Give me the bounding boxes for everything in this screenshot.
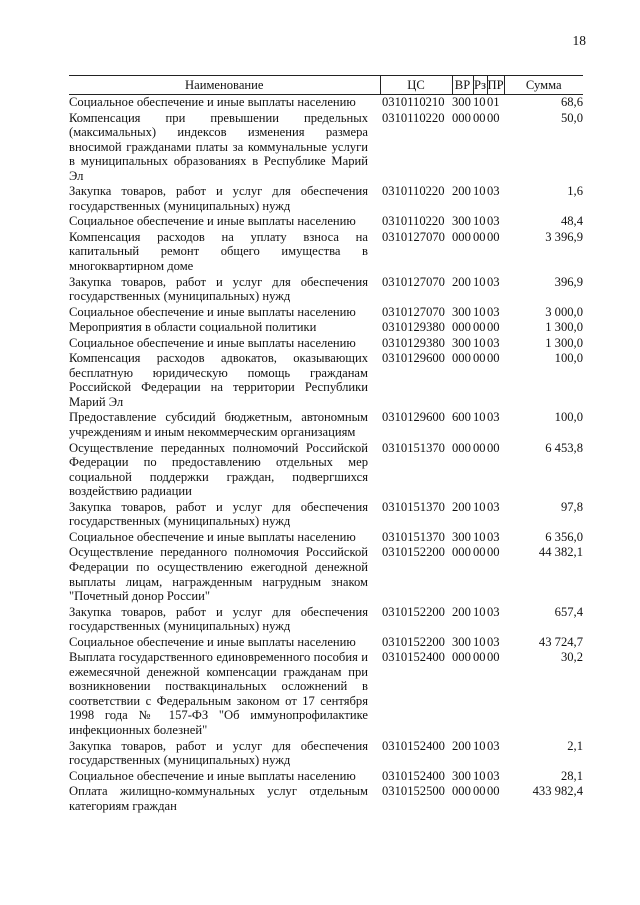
cell-rz: 10 xyxy=(473,499,486,514)
cell-name: Оплата жилищно-коммунальных услуг отдельным категориям граждан xyxy=(69,784,368,813)
cell-vr: 300 xyxy=(452,529,471,544)
cell-rz: 10 xyxy=(473,95,486,109)
cell-cs: 0310129600 xyxy=(382,351,445,366)
cell-sum: 3 396,9 xyxy=(545,229,583,244)
cell-rz: 00 xyxy=(473,110,486,125)
cell-sum: 68,6 xyxy=(560,95,583,109)
cell-cs: 0310151370 xyxy=(382,529,445,544)
cell-sum: 396,9 xyxy=(554,274,583,289)
table-row xyxy=(69,95,583,111)
cell-name: Компенсация расходов адвокатов, оказывающих бесплатную юридическую помощь гражданам Российской Федерации на территории Республики Марий Эл xyxy=(69,351,368,409)
cell-cs: 0310110210 xyxy=(382,95,445,109)
table-row xyxy=(69,530,583,546)
cell-name: Социальное обеспечение и иные выплаты населению xyxy=(69,634,356,649)
table-row xyxy=(69,214,583,230)
table-row xyxy=(69,650,583,738)
cell-name: Закупка товаров, работ и услуг для обеспечения государственных (муниципальных) нужд xyxy=(69,274,368,304)
table-row xyxy=(69,351,583,410)
cell-vr: 300 xyxy=(452,768,471,783)
cell-name: Закупка товаров, работ и услуг для обеспечения государственных (муниципальных) нужд xyxy=(69,604,368,634)
cell-rz: 10 xyxy=(473,768,486,783)
cell-pr: 03 xyxy=(487,634,500,649)
cell-name: Предоставление субсидий бюджетным, автономным учреждениям и иным некоммерческим организациям xyxy=(69,410,368,440)
header-sum: Сумма xyxy=(504,76,583,95)
table-row xyxy=(69,305,583,321)
cell-rz: 10 xyxy=(473,214,486,229)
cell-sum: 6 453,8 xyxy=(545,440,583,455)
table-row xyxy=(69,275,583,305)
cell-pr: 01 xyxy=(487,95,500,109)
cell-rz: 10 xyxy=(473,634,486,649)
table-body xyxy=(69,95,583,815)
budget-table xyxy=(69,75,583,814)
cell-rz: 00 xyxy=(473,650,486,665)
cell-cs: 0310129380 xyxy=(382,320,445,335)
cell-vr: 000 xyxy=(452,784,471,799)
cell-pr: 00 xyxy=(487,440,500,455)
cell-vr: 300 xyxy=(452,634,471,649)
cell-vr: 200 xyxy=(452,738,471,753)
cell-sum: 28,1 xyxy=(560,768,583,783)
cell-sum: 2,1 xyxy=(567,738,583,753)
cell-rz: 00 xyxy=(473,229,486,244)
cell-name: Социальное обеспечение и иные выплаты населению xyxy=(69,335,356,350)
table-row xyxy=(69,184,583,214)
cell-rz: 00 xyxy=(473,320,486,335)
cell-sum: 50,0 xyxy=(560,110,583,125)
cell-rz: 10 xyxy=(473,304,486,319)
cell-cs: 0310152400 xyxy=(382,650,445,665)
cell-cs: 0310110220 xyxy=(382,110,445,125)
cell-cs: 0310152400 xyxy=(382,738,445,753)
cell-sum: 100,0 xyxy=(554,410,583,425)
table-header xyxy=(69,76,583,95)
cell-cs: 0310152200 xyxy=(382,604,445,619)
cell-name: Социальное обеспечение и иные выплаты населению xyxy=(69,214,356,229)
cell-pr: 03 xyxy=(487,335,500,350)
cell-pr: 03 xyxy=(487,410,500,425)
cell-cs: 0310152200 xyxy=(382,545,445,560)
cell-pr: 03 xyxy=(487,304,500,319)
cell-cs: 0310127070 xyxy=(382,304,445,319)
table-row xyxy=(69,441,583,500)
table-row xyxy=(69,545,583,604)
table-row xyxy=(69,320,583,336)
header-name: Наименование xyxy=(69,76,380,95)
cell-cs: 0310129380 xyxy=(382,335,445,350)
table-row xyxy=(69,739,583,769)
cell-pr: 03 xyxy=(487,274,500,289)
cell-sum: 3 000,0 xyxy=(545,304,583,319)
cell-cs: 0310110220 xyxy=(382,214,445,229)
cell-pr: 03 xyxy=(487,214,500,229)
header-cs: ЦС xyxy=(380,76,452,95)
cell-sum: 433 982,4 xyxy=(532,784,583,799)
cell-vr: 300 xyxy=(452,95,471,109)
cell-name: Социальное обеспечение и иные выплаты населению xyxy=(69,768,356,783)
cell-sum: 657,4 xyxy=(554,604,583,619)
cell-pr: 00 xyxy=(487,545,500,560)
cell-pr: 00 xyxy=(487,110,500,125)
table-row xyxy=(69,230,583,275)
page-number: 18 xyxy=(572,33,586,48)
cell-cs: 0310151370 xyxy=(382,499,445,514)
cell-name: Компенсация расходов на уплату взноса на капитальный ремонт общего имущества в многоквартирном доме xyxy=(69,229,368,274)
cell-name: Мероприятия в области социальной политики xyxy=(69,320,317,335)
cell-cs: 0310152400 xyxy=(382,768,445,783)
cell-pr: 03 xyxy=(487,184,500,199)
cell-rz: 10 xyxy=(473,738,486,753)
table-row xyxy=(69,336,583,352)
cell-vr: 000 xyxy=(452,440,471,455)
cell-sum: 43 724,7 xyxy=(538,634,583,649)
cell-cs: 0310152500 xyxy=(382,784,445,799)
cell-sum: 44 382,1 xyxy=(538,545,583,560)
cell-cs: 0310110220 xyxy=(382,184,445,199)
table-row xyxy=(69,635,583,651)
cell-name: Социальное обеспечение и иные выплаты населению xyxy=(69,529,356,544)
cell-vr: 000 xyxy=(452,320,471,335)
header-rz: Рз xyxy=(473,76,487,95)
cell-pr: 03 xyxy=(487,604,500,619)
cell-name: Социальное обеспечение и иные выплаты населению xyxy=(69,304,356,319)
cell-pr: 03 xyxy=(487,499,500,514)
cell-rz: 00 xyxy=(473,545,486,560)
cell-name: Осуществление переданных полномочий Российской Федерации по предоставлению отдельных мер социальной поддержки граждан, подвергшихся воздействию радиации xyxy=(69,440,368,499)
cell-name: Осуществление переданного полномочия Российской Федерации по осуществлению ежегодной денежной выплаты лицам, награжденным нагрудным знаком "Почетный донор России" xyxy=(69,545,368,604)
cell-name: Компенсация при превышении предельных (максимальных) индексов изменения размера вносимой гражданами платы за коммунальные услуги в муниципальных образованиях в Республике Марий Эл xyxy=(69,110,368,183)
table-row xyxy=(69,784,583,814)
cell-cs: 0310127070 xyxy=(382,229,445,244)
cell-cs: 0310151370 xyxy=(382,440,445,455)
cell-vr: 000 xyxy=(452,229,471,244)
table-row xyxy=(69,500,583,530)
cell-sum: 6 356,0 xyxy=(545,529,583,544)
table-row xyxy=(69,111,583,185)
header-vr: ВР xyxy=(452,76,473,95)
cell-sum: 1 300,0 xyxy=(545,320,583,335)
header-pr: ПР xyxy=(487,76,504,95)
cell-pr: 00 xyxy=(487,650,500,665)
cell-pr: 00 xyxy=(487,320,500,335)
cell-rz: 00 xyxy=(473,440,486,455)
cell-pr: 00 xyxy=(487,351,500,366)
cell-cs: 0310129600 xyxy=(382,410,445,425)
cell-vr: 200 xyxy=(452,274,471,289)
cell-vr: 000 xyxy=(452,110,471,125)
cell-pr: 03 xyxy=(487,768,500,783)
cell-sum: 97,8 xyxy=(560,499,583,514)
cell-pr: 00 xyxy=(487,784,500,799)
cell-rz: 10 xyxy=(473,410,486,425)
cell-vr: 600 xyxy=(452,410,471,425)
cell-sum: 100,0 xyxy=(554,351,583,366)
cell-name: Закупка товаров, работ и услуг для обеспечения государственных (муниципальных) нужд xyxy=(69,738,368,768)
cell-name: Закупка товаров, работ и услуг для обеспечения государственных (муниципальных) нужд xyxy=(69,184,368,213)
cell-sum: 1 300,0 xyxy=(545,335,583,350)
cell-rz: 10 xyxy=(473,604,486,619)
cell-vr: 200 xyxy=(452,499,471,514)
cell-rz: 00 xyxy=(473,351,486,366)
cell-name: Выплата государственного единовременного пособия и ежемесячной денежной компенсации гражданам при возникновении поствакцинальных осложнений в соответствии с Федеральным законом от 17 сентября 1998 года № 157-ФЗ "Об иммунопрофилактике инфекционных болезней" xyxy=(69,650,368,737)
cell-pr: 03 xyxy=(487,738,500,753)
cell-pr: 03 xyxy=(487,529,500,544)
table-row xyxy=(69,605,583,635)
cell-rz: 00 xyxy=(473,784,486,799)
table-row xyxy=(69,410,583,440)
cell-vr: 300 xyxy=(452,335,471,350)
cell-pr: 00 xyxy=(487,229,500,244)
cell-rz: 10 xyxy=(473,184,486,199)
cell-vr: 300 xyxy=(452,214,471,229)
cell-vr: 200 xyxy=(452,604,471,619)
cell-sum: 48,4 xyxy=(560,214,583,229)
cell-name: Закупка товаров, работ и услуг для обеспечения государственных (муниципальных) нужд xyxy=(69,499,368,529)
cell-vr: 000 xyxy=(452,650,471,665)
cell-vr: 200 xyxy=(452,184,471,199)
cell-rz: 10 xyxy=(473,529,486,544)
cell-cs: 0310152200 xyxy=(382,634,445,649)
cell-sum: 1,6 xyxy=(567,184,583,199)
table-row xyxy=(69,769,583,785)
cell-cs: 0310127070 xyxy=(382,274,445,289)
cell-vr: 000 xyxy=(452,545,471,560)
cell-vr: 000 xyxy=(452,351,471,366)
cell-vr: 300 xyxy=(452,304,471,319)
cell-sum: 30,2 xyxy=(560,650,583,665)
cell-name: Социальное обеспечение и иные выплаты населению xyxy=(69,95,356,109)
cell-rz: 10 xyxy=(473,335,486,350)
cell-rz: 10 xyxy=(473,274,486,289)
